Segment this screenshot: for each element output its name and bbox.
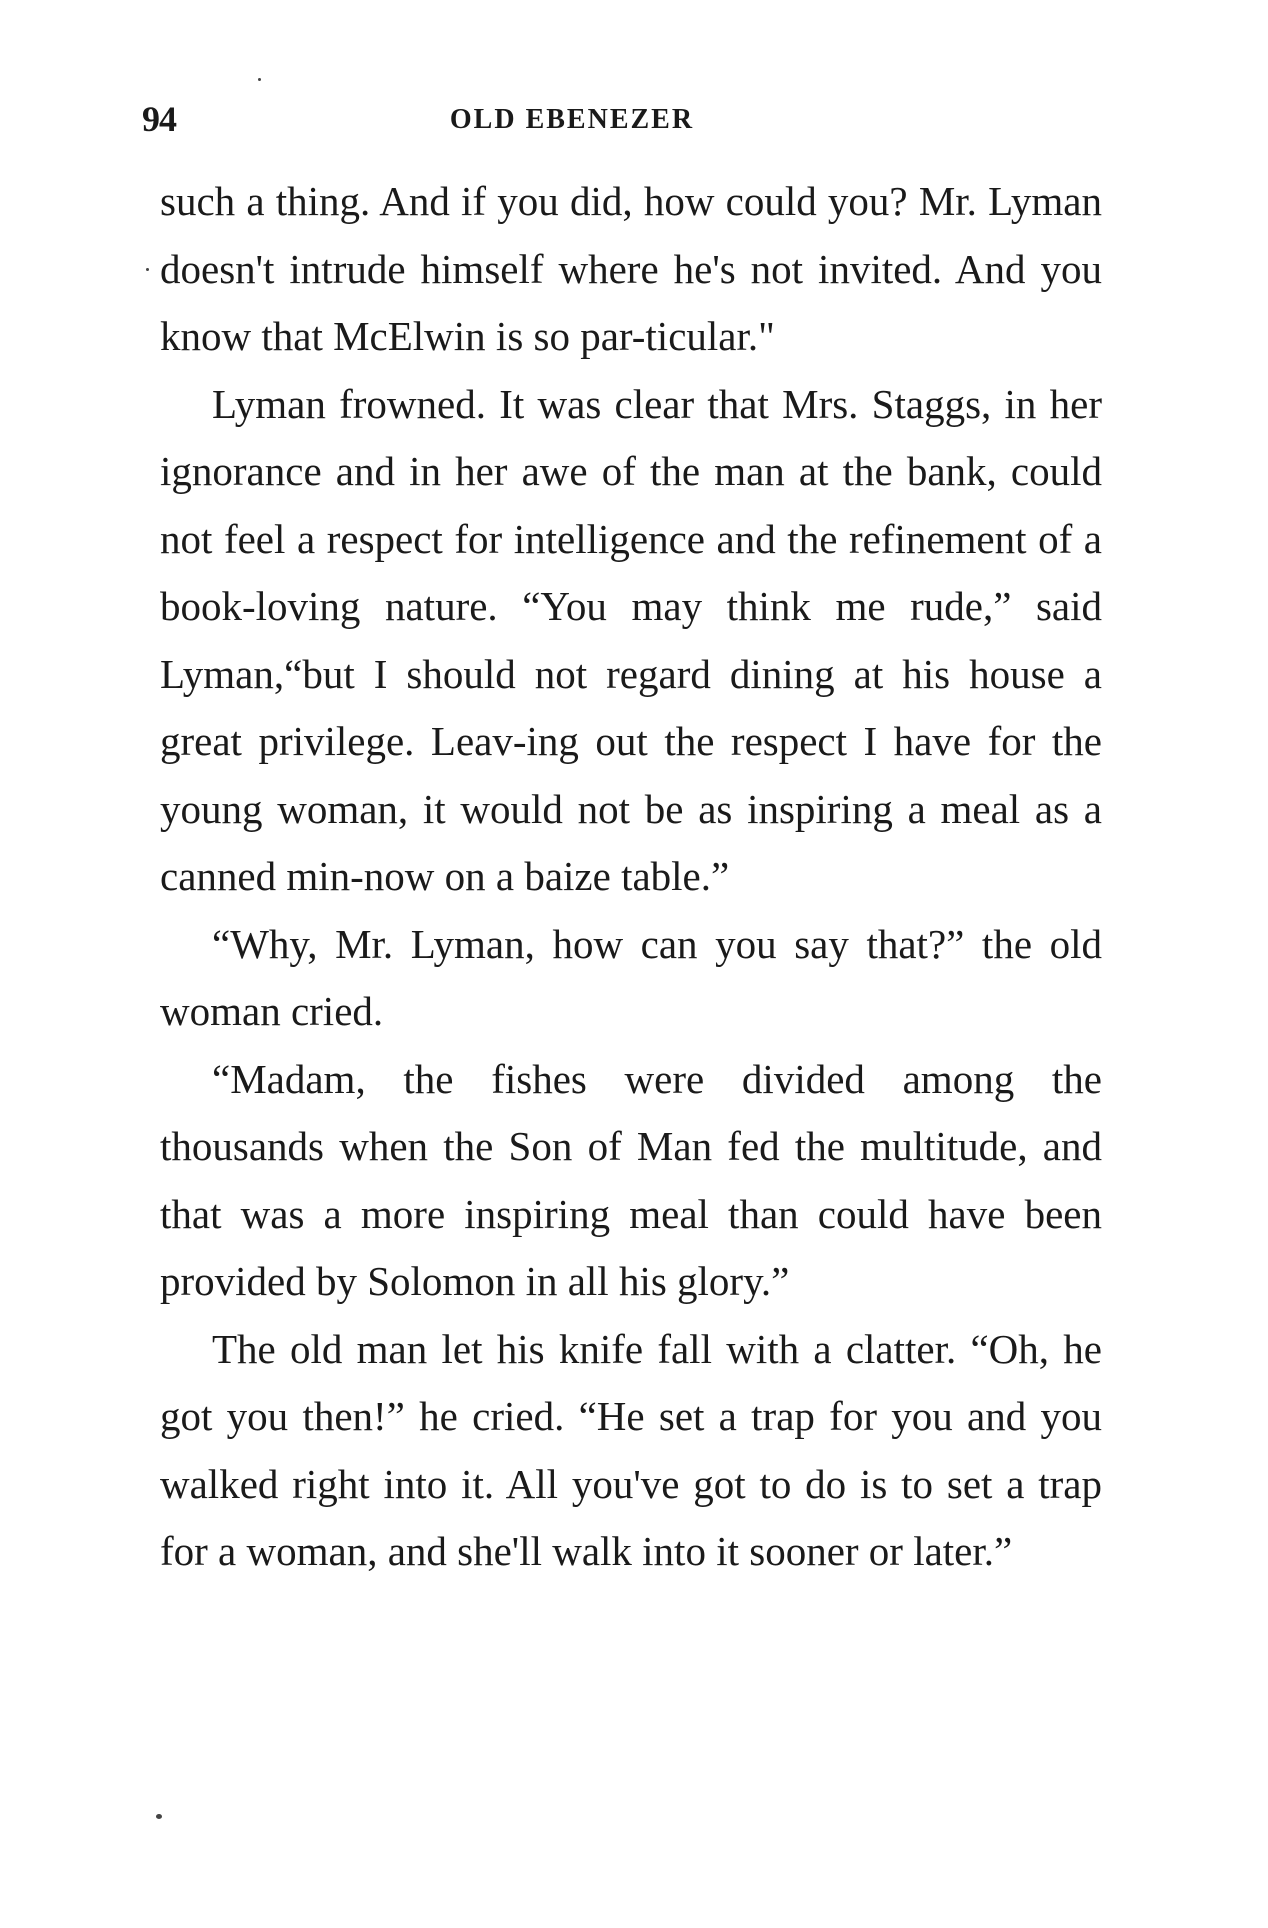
running-title: OLD EBENEZER — [449, 104, 695, 135]
scan-speck — [146, 268, 149, 271]
page-header — [142, 98, 1102, 148]
paragraph-4: “Madam, the fishes were divided among the thousands when the Son of Man fed the multitude, and that was a more inspiring meal than could have been provided by Solomon in all his glory.” — [160, 1055, 1102, 1304]
scan-speck — [258, 78, 261, 81]
page-number: 94 — [142, 99, 176, 139]
paragraph-2: Lyman frowned. It was clear that Mrs. Staggs, in her ignorance and in her awe of the man at the bank, could not feel a respect for intelligence and the refinement of a book-loving nature. “You may think me rude,” said Lyman,“but I should not regard dining at his house a great privilege. Leav-ing out the respect I have for the young woman, it would not be as inspiring a meal as a canned min-now on a baize table.” — [160, 380, 1102, 899]
scan-speck — [156, 1814, 162, 1819]
body-text — [160, 168, 1102, 1586]
paragraph-3: “Why, Mr. Lyman, how can you say that?” the old woman cried. — [160, 920, 1102, 1034]
paragraph-1: such a thing. And if you did, how could you? Mr. Lyman doesn't intrude himself where he's not invited. And you know that McElwin is so par-ticular." — [160, 178, 1102, 359]
paragraph-5: The old man let his knife fall with a clatter. “Oh, he got you then!” he cried. “He set a trap for you and you walked right into it. All you've got to do is to set a trap for a woman, and she'll walk into it sooner or later.” — [160, 1325, 1102, 1574]
